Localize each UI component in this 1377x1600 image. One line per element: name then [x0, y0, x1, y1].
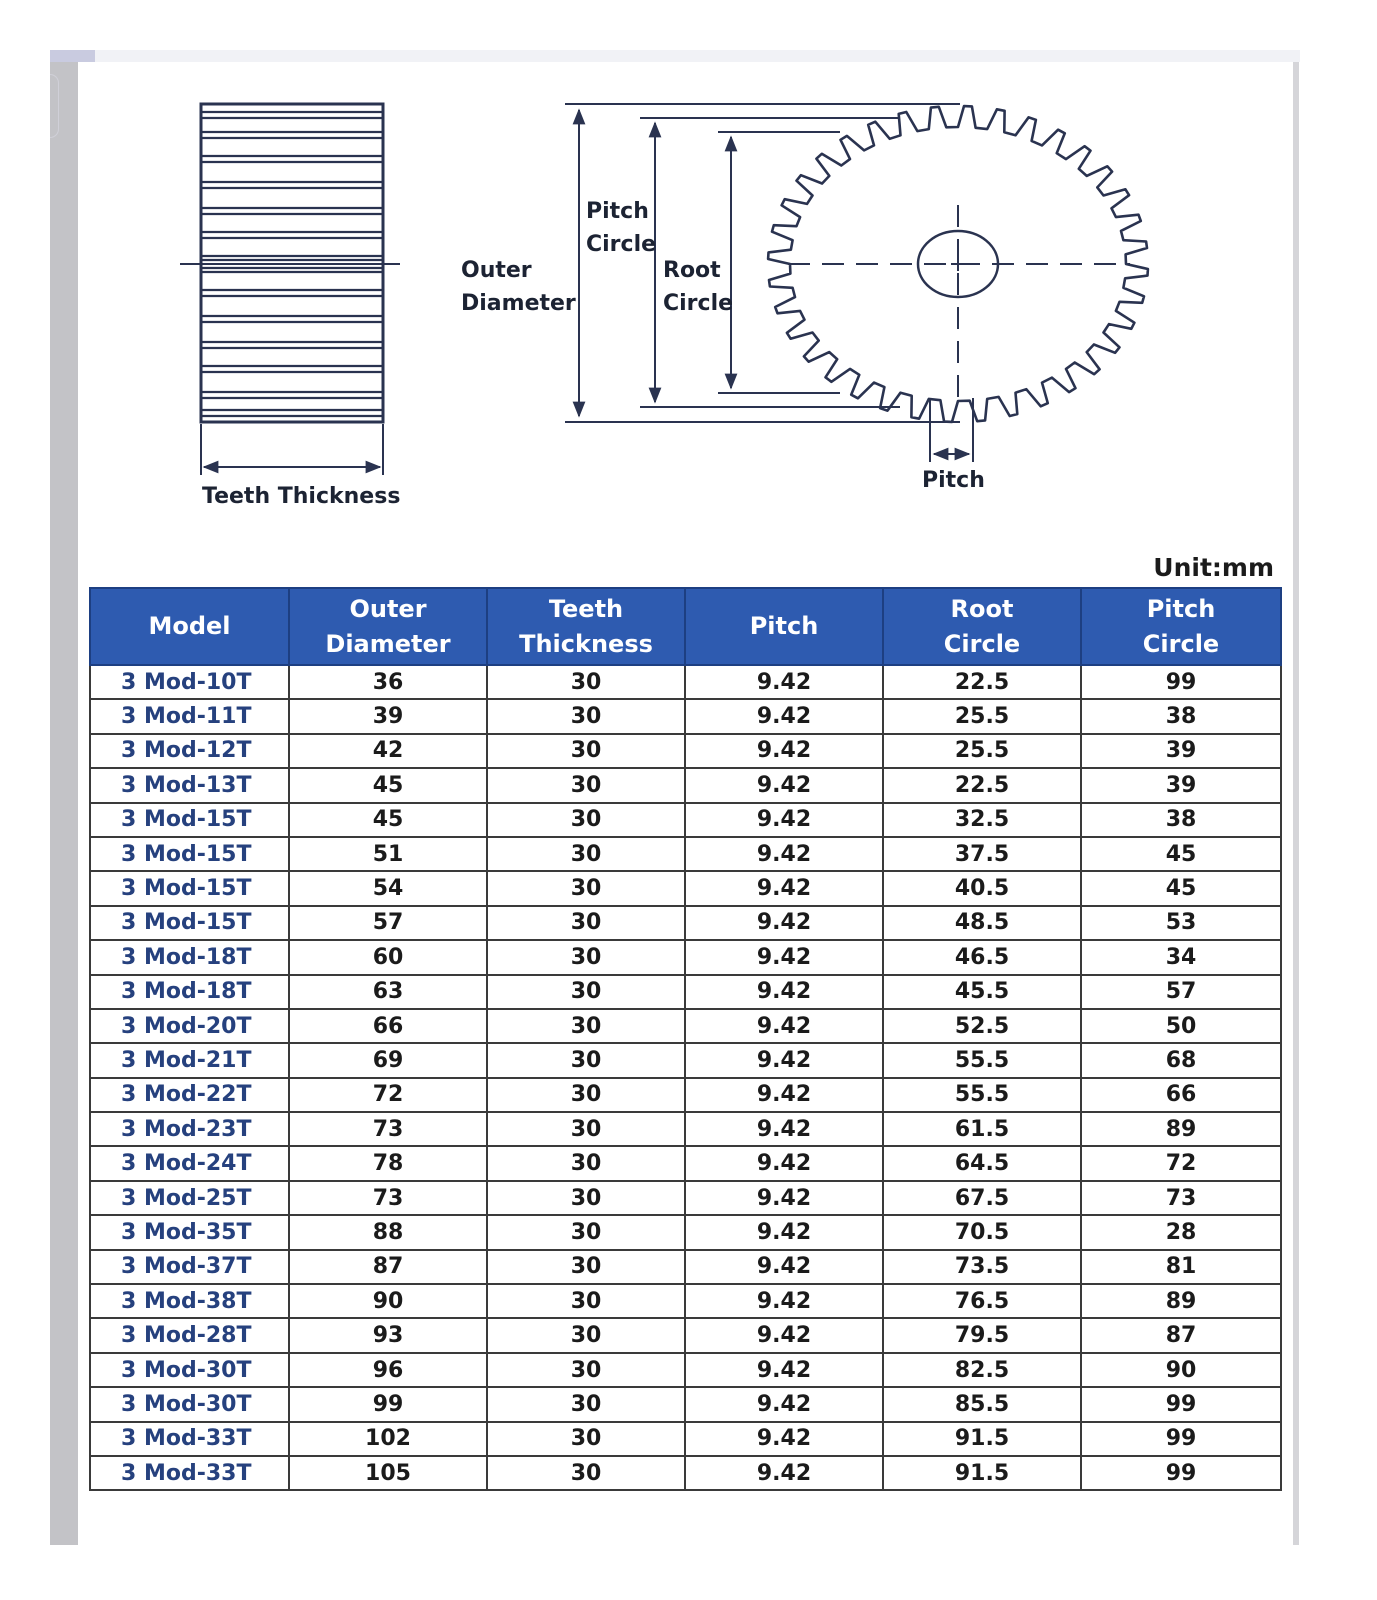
cell-pitch: 9.42 [685, 1250, 883, 1284]
table-row [90, 803, 1281, 837]
cell-pitch: 9.42 [685, 1387, 883, 1421]
column-header-pitch-circle: Pitch Circle [1081, 588, 1281, 665]
table-row [90, 1215, 1281, 1249]
cell-root-circle: 55.5 [883, 1078, 1081, 1112]
cell-teeth-thickness: 30 [487, 1250, 685, 1284]
cell-teeth-thickness: 30 [487, 699, 685, 733]
cell-pitch: 9.42 [685, 837, 883, 871]
cell-model: 3 Mod-33T [90, 1456, 289, 1490]
cell-outer-diameter: 45 [289, 768, 487, 802]
cell-outer-diameter: 88 [289, 1215, 487, 1249]
cell-root-circle: 45.5 [883, 975, 1081, 1009]
cell-model: 3 Mod-18T [90, 975, 289, 1009]
cell-outer-diameter: 60 [289, 940, 487, 974]
table-row [90, 1387, 1281, 1421]
cell-pitch: 9.42 [685, 1422, 883, 1456]
cell-model: 3 Mod-10T [90, 665, 289, 699]
cell-pitch: 9.42 [685, 665, 883, 699]
cell-pitch: 9.42 [685, 1181, 883, 1215]
cell-teeth-thickness: 30 [487, 1456, 685, 1490]
cell-root-circle: 25.5 [883, 699, 1081, 733]
cell-teeth-thickness: 30 [487, 768, 685, 802]
table-row [90, 734, 1281, 768]
cell-teeth-thickness: 30 [487, 1146, 685, 1180]
column-header-outer-diameter: Outer Diameter [289, 588, 487, 665]
cell-pitch: 9.42 [685, 768, 883, 802]
cell-outer-diameter: 54 [289, 871, 487, 905]
gear-front-view [768, 106, 1148, 422]
cell-root-circle: 79.5 [883, 1318, 1081, 1352]
table-row [90, 768, 1281, 802]
cell-root-circle: 64.5 [883, 1146, 1081, 1180]
cell-teeth-thickness: 30 [487, 665, 685, 699]
cell-pitch: 9.42 [685, 803, 883, 837]
cell-root-circle: 37.5 [883, 837, 1081, 871]
cell-pitch-circle: 87 [1081, 1318, 1281, 1352]
cell-root-circle: 46.5 [883, 940, 1081, 974]
cell-pitch-circle: 99 [1081, 1387, 1281, 1421]
cell-pitch-circle: 39 [1081, 734, 1281, 768]
cell-model: 3 Mod-23T [90, 1112, 289, 1146]
table-header-row [90, 588, 1281, 665]
cell-teeth-thickness: 30 [487, 1112, 685, 1146]
cell-teeth-thickness: 30 [487, 1318, 685, 1352]
cell-pitch: 9.42 [685, 871, 883, 905]
cell-teeth-thickness: 30 [487, 975, 685, 1009]
cell-model: 3 Mod-30T [90, 1387, 289, 1421]
cell-root-circle: 85.5 [883, 1387, 1081, 1421]
cell-outer-diameter: 105 [289, 1456, 487, 1490]
cell-outer-diameter: 87 [289, 1250, 487, 1284]
table-row [90, 1422, 1281, 1456]
cell-outer-diameter: 93 [289, 1318, 487, 1352]
cell-root-circle: 25.5 [883, 734, 1081, 768]
cell-root-circle: 73.5 [883, 1250, 1081, 1284]
cell-teeth-thickness: 30 [487, 1043, 685, 1077]
cell-outer-diameter: 57 [289, 906, 487, 940]
cell-pitch-circle: 39 [1081, 768, 1281, 802]
cell-pitch: 9.42 [685, 1456, 883, 1490]
cell-root-circle: 22.5 [883, 665, 1081, 699]
cell-pitch: 9.42 [685, 940, 883, 974]
cell-root-circle: 40.5 [883, 871, 1081, 905]
cell-outer-diameter: 36 [289, 665, 487, 699]
cell-pitch-circle: 28 [1081, 1215, 1281, 1249]
cell-pitch-circle: 90 [1081, 1353, 1281, 1387]
cell-pitch-circle: 66 [1081, 1078, 1281, 1112]
gear-dimension-diagram [0, 0, 1377, 560]
cell-pitch: 9.42 [685, 699, 883, 733]
cell-outer-diameter: 69 [289, 1043, 487, 1077]
table-body [90, 665, 1281, 1490]
cell-teeth-thickness: 30 [487, 1181, 685, 1215]
cell-model: 3 Mod-30T [90, 1353, 289, 1387]
table-row [90, 1284, 1281, 1318]
cell-pitch: 9.42 [685, 1009, 883, 1043]
cell-teeth-thickness: 30 [487, 1353, 685, 1387]
cell-model: 3 Mod-21T [90, 1043, 289, 1077]
cell-root-circle: 48.5 [883, 906, 1081, 940]
table-row [90, 975, 1281, 1009]
table-row [90, 1112, 1281, 1146]
cell-root-circle: 52.5 [883, 1009, 1081, 1043]
cell-model: 3 Mod-13T [90, 768, 289, 802]
cell-model: 3 Mod-25T [90, 1181, 289, 1215]
cell-outer-diameter: 99 [289, 1387, 487, 1421]
cell-outer-diameter: 63 [289, 975, 487, 1009]
unit-label: Unit:mm [1153, 553, 1274, 582]
cell-pitch-circle: 45 [1081, 837, 1281, 871]
cell-outer-diameter: 51 [289, 837, 487, 871]
cell-pitch-circle: 99 [1081, 1422, 1281, 1456]
cell-teeth-thickness: 30 [487, 1215, 685, 1249]
cell-model: 3 Mod-11T [90, 699, 289, 733]
cell-pitch-circle: 38 [1081, 699, 1281, 733]
column-header-model: Model [90, 588, 289, 665]
table-row [90, 699, 1281, 733]
table-row [90, 940, 1281, 974]
table-row [90, 1456, 1281, 1490]
cell-model: 3 Mod-18T [90, 940, 289, 974]
cell-model: 3 Mod-15T [90, 906, 289, 940]
cell-pitch: 9.42 [685, 1215, 883, 1249]
cell-teeth-thickness: 30 [487, 803, 685, 837]
column-header-teeth-thickness: Teeth Thickness [487, 588, 685, 665]
root-circle-label: Root Circle [663, 258, 734, 316]
table-row [90, 1318, 1281, 1352]
cell-outer-diameter: 90 [289, 1284, 487, 1318]
cell-teeth-thickness: 30 [487, 1387, 685, 1421]
table-row [90, 1078, 1281, 1112]
cell-root-circle: 70.5 [883, 1215, 1081, 1249]
cell-root-circle: 55.5 [883, 1043, 1081, 1077]
table-row [90, 1043, 1281, 1077]
cell-pitch: 9.42 [685, 1353, 883, 1387]
cell-outer-diameter: 78 [289, 1146, 487, 1180]
column-header-pitch: Pitch [685, 588, 883, 665]
cell-pitch: 9.42 [685, 1146, 883, 1180]
cell-outer-diameter: 73 [289, 1112, 487, 1146]
cell-model: 3 Mod-37T [90, 1250, 289, 1284]
table-row [90, 906, 1281, 940]
cell-pitch: 9.42 [685, 906, 883, 940]
cell-root-circle: 91.5 [883, 1422, 1081, 1456]
cell-pitch-circle: 53 [1081, 906, 1281, 940]
cell-teeth-thickness: 30 [487, 906, 685, 940]
cell-outer-diameter: 45 [289, 803, 487, 837]
cell-root-circle: 61.5 [883, 1112, 1081, 1146]
table-row [90, 1250, 1281, 1284]
cell-pitch-circle: 81 [1081, 1250, 1281, 1284]
cell-pitch-circle: 45 [1081, 871, 1281, 905]
cell-model: 3 Mod-12T [90, 734, 289, 768]
cell-pitch: 9.42 [685, 1043, 883, 1077]
outer-diameter-label: Outer Diameter [461, 258, 576, 316]
cell-outer-diameter: 102 [289, 1422, 487, 1456]
cell-teeth-thickness: 30 [487, 837, 685, 871]
cell-model: 3 Mod-33T [90, 1422, 289, 1456]
gear-side-view [180, 104, 400, 475]
cell-outer-diameter: 72 [289, 1078, 487, 1112]
cell-root-circle: 32.5 [883, 803, 1081, 837]
teeth-thickness-label: Teeth Thickness [202, 484, 401, 509]
column-header-root-circle: Root Circle [883, 588, 1081, 665]
cell-root-circle: 22.5 [883, 768, 1081, 802]
cell-pitch: 9.42 [685, 1318, 883, 1352]
pitch-label: Pitch [922, 468, 985, 493]
table-row [90, 1009, 1281, 1043]
cell-teeth-thickness: 30 [487, 940, 685, 974]
cell-pitch-circle: 34 [1081, 940, 1281, 974]
cell-model: 3 Mod-22T [90, 1078, 289, 1112]
cell-pitch: 9.42 [685, 1112, 883, 1146]
cell-pitch-circle: 89 [1081, 1112, 1281, 1146]
cell-model: 3 Mod-20T [90, 1009, 289, 1043]
cell-pitch: 9.42 [685, 734, 883, 768]
cell-teeth-thickness: 30 [487, 734, 685, 768]
cell-root-circle: 82.5 [883, 1353, 1081, 1387]
cell-outer-diameter: 96 [289, 1353, 487, 1387]
cell-pitch-circle: 89 [1081, 1284, 1281, 1318]
pitch-circle-label: Pitch Circle [586, 199, 657, 257]
cell-model: 3 Mod-15T [90, 803, 289, 837]
cell-teeth-thickness: 30 [487, 871, 685, 905]
cell-pitch: 9.42 [685, 1078, 883, 1112]
table-row [90, 1353, 1281, 1387]
cell-teeth-thickness: 30 [487, 1422, 685, 1456]
cell-root-circle: 91.5 [883, 1456, 1081, 1490]
cell-model: 3 Mod-28T [90, 1318, 289, 1352]
table-row [90, 871, 1281, 905]
gear-spec-table [89, 587, 1282, 1491]
cell-pitch: 9.42 [685, 1284, 883, 1318]
cell-outer-diameter: 42 [289, 734, 487, 768]
table-row [90, 1146, 1281, 1180]
cell-teeth-thickness: 30 [487, 1078, 685, 1112]
cell-pitch-circle: 68 [1081, 1043, 1281, 1077]
cell-outer-diameter: 39 [289, 699, 487, 733]
cell-model: 3 Mod-24T [90, 1146, 289, 1180]
cell-teeth-thickness: 30 [487, 1284, 685, 1318]
cell-pitch-circle: 50 [1081, 1009, 1281, 1043]
cell-pitch-circle: 57 [1081, 975, 1281, 1009]
cell-pitch: 9.42 [685, 975, 883, 1009]
cell-pitch-circle: 99 [1081, 665, 1281, 699]
cell-outer-diameter: 73 [289, 1181, 487, 1215]
table-row [90, 837, 1281, 871]
cell-root-circle: 67.5 [883, 1181, 1081, 1215]
cell-pitch-circle: 72 [1081, 1146, 1281, 1180]
table-row [90, 1181, 1281, 1215]
cell-root-circle: 76.5 [883, 1284, 1081, 1318]
cell-outer-diameter: 66 [289, 1009, 487, 1043]
cell-pitch-circle: 99 [1081, 1456, 1281, 1490]
table-row [90, 665, 1281, 699]
cell-model: 3 Mod-35T [90, 1215, 289, 1249]
cell-model: 3 Mod-38T [90, 1284, 289, 1318]
cell-pitch-circle: 73 [1081, 1181, 1281, 1215]
cell-model: 3 Mod-15T [90, 871, 289, 905]
cell-pitch-circle: 38 [1081, 803, 1281, 837]
cell-model: 3 Mod-15T [90, 837, 289, 871]
cell-teeth-thickness: 30 [487, 1009, 685, 1043]
